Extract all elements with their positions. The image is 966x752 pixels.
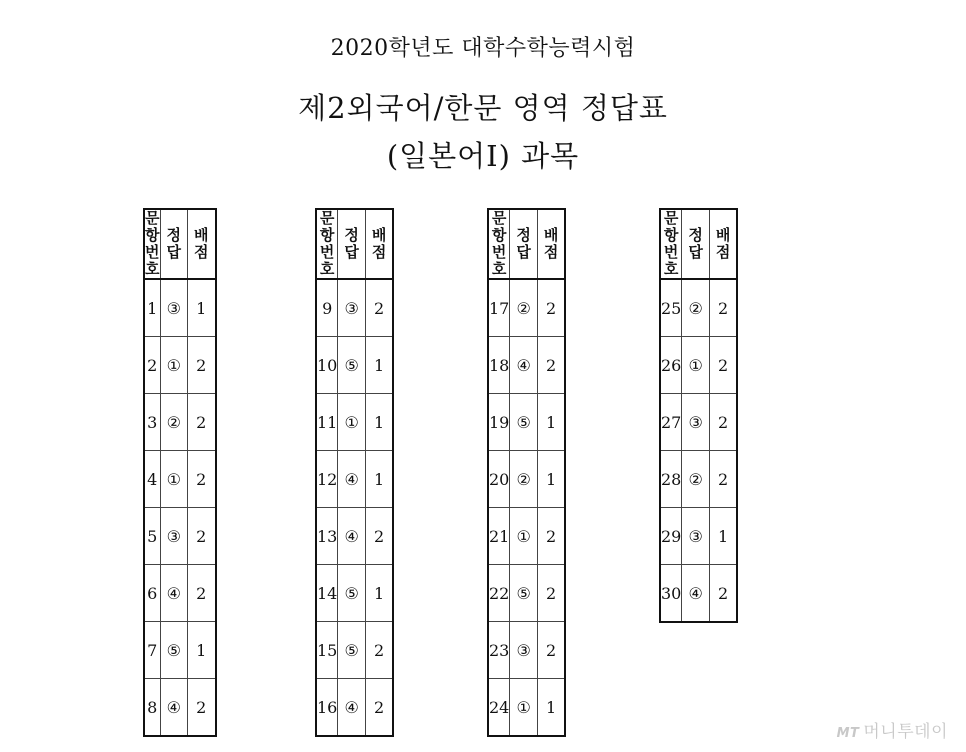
answer-cell: ② (510, 451, 538, 508)
question-number: 29 (660, 508, 682, 565)
question-number: 2 (144, 337, 160, 394)
answer-cell: ④ (160, 565, 188, 622)
answer-cell: ② (510, 279, 538, 337)
table-row (488, 337, 565, 394)
table-row (144, 279, 216, 337)
question-number: 17 (488, 279, 510, 337)
question-number: 11 (316, 394, 338, 451)
table-row (144, 451, 216, 508)
answer-cell: ③ (338, 279, 366, 337)
table-row (144, 622, 216, 679)
question-number: 28 (660, 451, 682, 508)
question-number: 13 (316, 508, 338, 565)
table-row (144, 565, 216, 622)
answer-cell: ① (160, 337, 188, 394)
answer-cell: ① (510, 679, 538, 737)
answer-cell: ③ (682, 508, 710, 565)
points-cell: 2 (709, 565, 737, 623)
column-header-answer: 정 답 (160, 209, 188, 279)
answer-cell: ④ (160, 679, 188, 737)
answer-cell: ④ (338, 451, 366, 508)
header-row (144, 209, 216, 279)
table-row (660, 565, 737, 623)
answer-cell: ① (338, 394, 366, 451)
points-cell: 1 (365, 394, 393, 451)
points-cell: 2 (709, 337, 737, 394)
points-cell: 2 (188, 451, 216, 508)
answer-block-2 (315, 208, 394, 737)
question-number: 24 (488, 679, 510, 737)
points-cell: 1 (365, 337, 393, 394)
table-row (488, 679, 565, 737)
column-header-answer: 정 답 (338, 209, 366, 279)
table-row (316, 451, 393, 508)
answer-cell: ② (682, 279, 710, 337)
column-header-number-line1: 문항 (663, 209, 679, 244)
question-number: 12 (316, 451, 338, 508)
question-number: 26 (660, 337, 682, 394)
column-header-answer: 정 답 (510, 209, 538, 279)
question-number: 21 (488, 508, 510, 565)
answer-cell: ⑤ (160, 622, 188, 679)
points-cell: 2 (537, 622, 565, 679)
question-number: 25 (660, 279, 682, 337)
points-cell: 2 (537, 279, 565, 337)
answer-block-4 (659, 208, 738, 623)
answer-cell: ① (682, 337, 710, 394)
table-row (316, 679, 393, 737)
column-header-number (488, 209, 510, 279)
table-row (316, 394, 393, 451)
question-number: 18 (488, 337, 510, 394)
table-row (660, 337, 737, 394)
page-title: 제2외국어/한문 영역 정답표 (298, 91, 668, 125)
table-row (660, 394, 737, 451)
points-cell: 1 (537, 679, 565, 737)
answer-cell: ④ (682, 565, 710, 623)
column-header-points: 배 점 (709, 209, 737, 279)
answer-cell: ⑤ (510, 394, 538, 451)
points-cell: 2 (365, 279, 393, 337)
answer-cell: ④ (338, 679, 366, 737)
points-cell: 1 (537, 394, 565, 451)
table-row (488, 565, 565, 622)
question-number: 23 (488, 622, 510, 679)
subject-title: (일본어Ⅰ) 과목 (386, 139, 580, 173)
column-header-number (316, 209, 338, 279)
question-number: 30 (660, 565, 682, 623)
table-row (488, 622, 565, 679)
table-row (316, 622, 393, 679)
points-cell: 2 (188, 565, 216, 622)
answer-cell: ⑤ (338, 337, 366, 394)
points-cell: 1 (365, 451, 393, 508)
points-cell: 2 (365, 679, 393, 737)
question-number: 6 (144, 565, 160, 622)
exam-title: 2020학년도 대학수학능력시험 (330, 36, 636, 61)
question-number: 9 (316, 279, 338, 337)
table-row (144, 394, 216, 451)
column-header-number-line1: 문항 (145, 209, 160, 244)
table-row (488, 279, 565, 337)
question-number: 3 (144, 394, 160, 451)
question-number: 19 (488, 394, 510, 451)
points-cell: 2 (188, 508, 216, 565)
answer-cell: ⑤ (510, 565, 538, 622)
question-number: 27 (660, 394, 682, 451)
points-cell: 1 (188, 622, 216, 679)
column-header-number-line2: 번호 (319, 243, 335, 278)
question-number: 8 (144, 679, 160, 737)
table-row (488, 508, 565, 565)
header-row (488, 209, 565, 279)
question-number: 10 (316, 337, 338, 394)
points-cell: 1 (365, 565, 393, 622)
question-number: 1 (144, 279, 160, 337)
column-header-number-line2: 번호 (145, 243, 160, 278)
header-row (316, 209, 393, 279)
points-cell: 1 (709, 508, 737, 565)
table-row (488, 451, 565, 508)
answer-cell: ② (682, 451, 710, 508)
points-cell: 1 (537, 451, 565, 508)
question-number: 22 (488, 565, 510, 622)
answer-block-3 (487, 208, 566, 737)
points-cell: 2 (188, 679, 216, 737)
points-cell: 2 (709, 451, 737, 508)
points-cell: 2 (365, 508, 393, 565)
table-row (660, 508, 737, 565)
points-cell: 1 (188, 279, 216, 337)
points-cell: 2 (537, 508, 565, 565)
column-header-number-line1: 문항 (491, 209, 507, 244)
points-cell: 2 (537, 565, 565, 622)
question-number: 7 (144, 622, 160, 679)
answer-block-1 (143, 208, 217, 737)
points-cell: 2 (709, 279, 737, 337)
answer-cell: ③ (160, 508, 188, 565)
publisher-watermark (837, 717, 948, 742)
column-header-number-line2: 번호 (663, 243, 679, 278)
table-row (660, 451, 737, 508)
table-row (316, 337, 393, 394)
answer-cell: ④ (338, 508, 366, 565)
answer-cell: ⑤ (338, 565, 366, 622)
column-header-number (660, 209, 682, 279)
answer-cell: ④ (510, 337, 538, 394)
table-row (316, 508, 393, 565)
column-header-points: 배 점 (365, 209, 393, 279)
points-cell: 2 (537, 337, 565, 394)
column-header-answer: 정 답 (682, 209, 710, 279)
table-row (316, 565, 393, 622)
table-row (144, 508, 216, 565)
question-number: 5 (144, 508, 160, 565)
table-row (316, 279, 393, 337)
answer-cell: ② (160, 394, 188, 451)
points-cell: 2 (709, 394, 737, 451)
question-number: 16 (316, 679, 338, 737)
question-number: 14 (316, 565, 338, 622)
question-number: 20 (488, 451, 510, 508)
answer-cell: ③ (682, 394, 710, 451)
column-header-number-line1: 문항 (319, 209, 335, 244)
points-cell: 2 (365, 622, 393, 679)
points-cell: 2 (188, 394, 216, 451)
column-header-number-line2: 번호 (491, 243, 507, 278)
table-row (488, 394, 565, 451)
answer-cell: ③ (510, 622, 538, 679)
table-row (144, 679, 216, 737)
table-row (660, 279, 737, 337)
answer-cell: ③ (160, 279, 188, 337)
answer-cell: ① (160, 451, 188, 508)
question-number: 4 (144, 451, 160, 508)
watermark-text: 머니투데이 (863, 722, 948, 742)
table-row (144, 337, 216, 394)
answer-cell: ⑤ (338, 622, 366, 679)
column-header-number (144, 209, 160, 279)
header-row (660, 209, 737, 279)
column-header-points: 배 점 (188, 209, 216, 279)
points-cell: 2 (188, 337, 216, 394)
watermark-logo: MT (836, 726, 860, 741)
question-number: 15 (316, 622, 338, 679)
answer-cell: ① (510, 508, 538, 565)
column-header-points: 배 점 (537, 209, 565, 279)
